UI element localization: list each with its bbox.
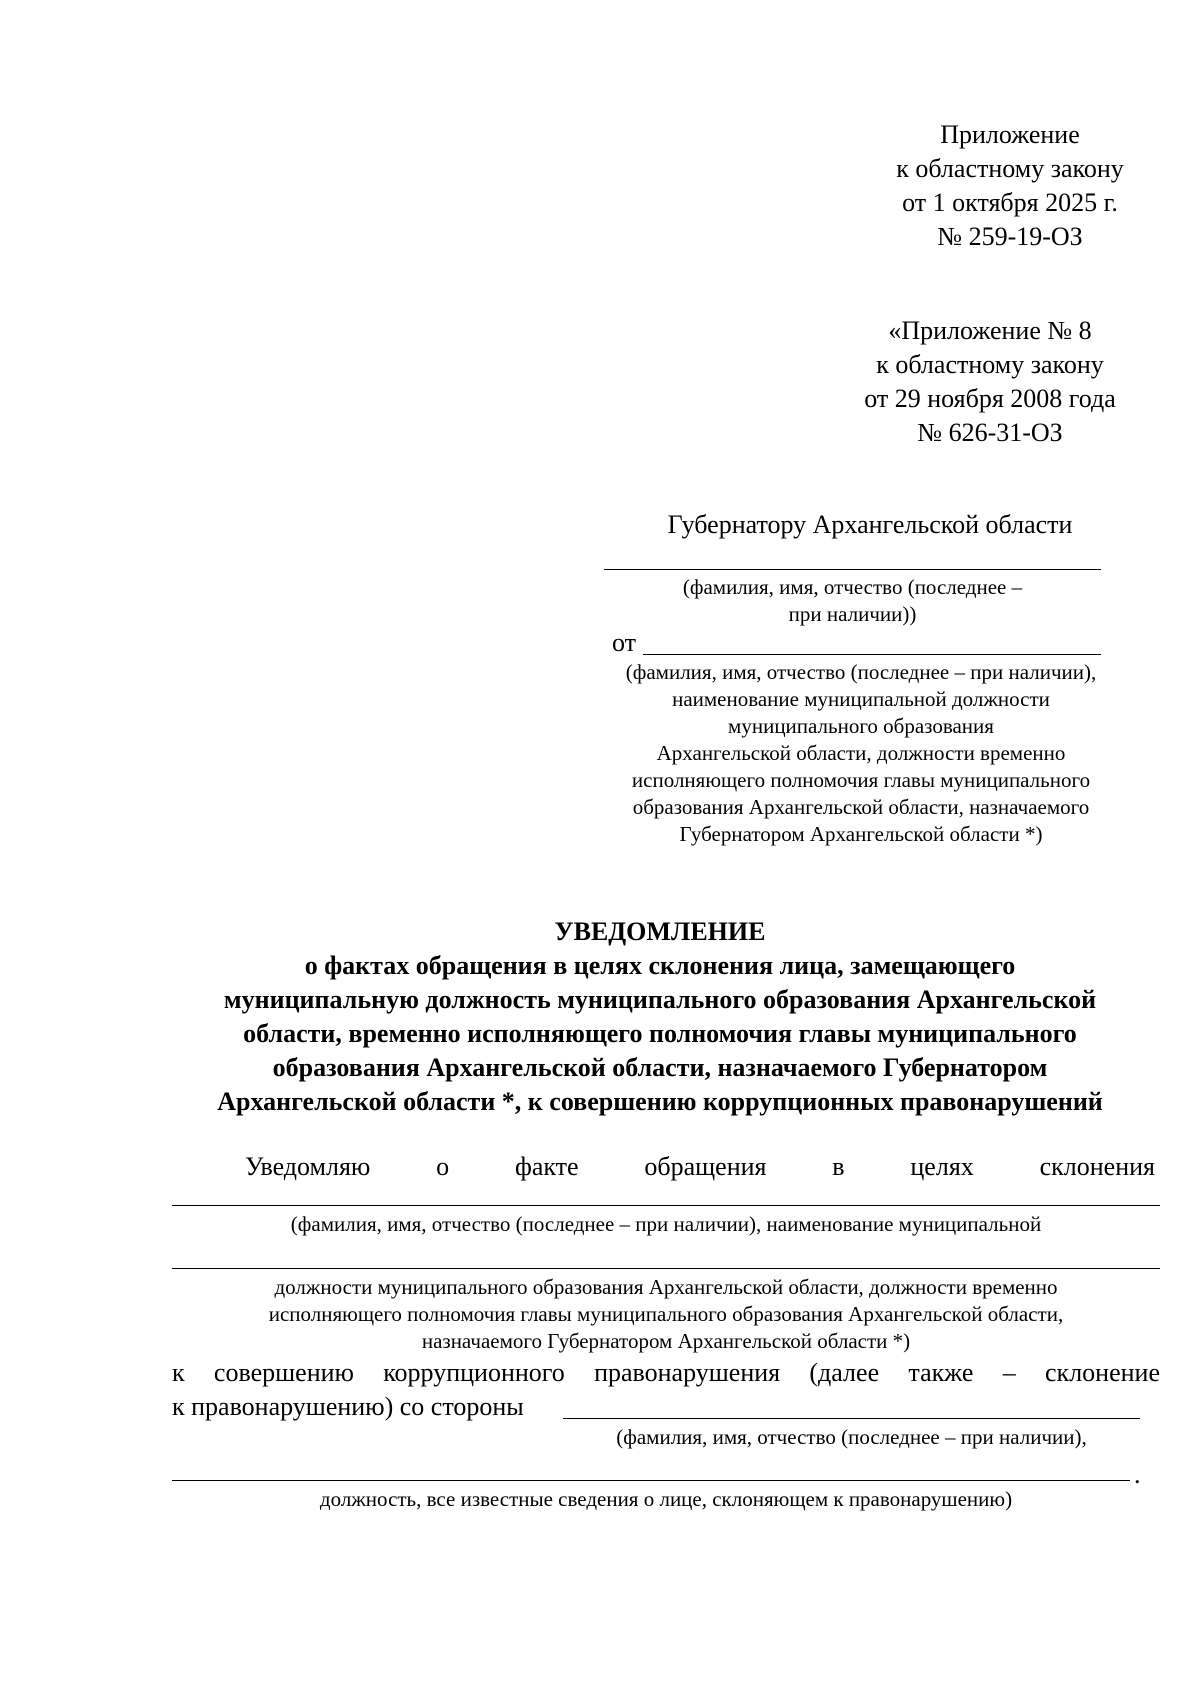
official-name-field[interactable] bbox=[172, 1205, 1160, 1206]
addressee-governor: Губернатору Архангельской области bbox=[667, 510, 1073, 539]
body-paragraph-2: к совершению коррупционного правонарушения (далее также – склонение bbox=[172, 1358, 1160, 1387]
notice-subtitle-line: муниципальную должность муниципального образования Архангельской bbox=[223, 985, 1097, 1014]
hint-line: исполняющего полномочия главы муниципального образования Архангельской области, bbox=[268, 1302, 1064, 1326]
from-label: от bbox=[612, 628, 637, 657]
official-position-hint bbox=[172, 1274, 1160, 1355]
word: о bbox=[436, 1152, 450, 1181]
official-position-field[interactable] bbox=[172, 1268, 1160, 1269]
notice-subtitle-line: о фактах обращения в целях склонения лица, замещающего bbox=[304, 951, 1016, 980]
appendix-title: Приложение bbox=[940, 120, 1080, 149]
governor-name-hint bbox=[604, 574, 1101, 628]
word: Уведомляю bbox=[245, 1152, 371, 1181]
notice-subtitle-line: Архангельской области *, к совершению коррупционных правонарушений bbox=[217, 1087, 1103, 1116]
old-appendix-header bbox=[820, 314, 1160, 450]
hint-line: наименование муниципальной должности bbox=[672, 687, 1050, 711]
word: в bbox=[832, 1152, 845, 1181]
appendix-date: от 1 октября 2025 г. bbox=[902, 188, 1118, 217]
body-paragraph-1 bbox=[245, 1150, 1155, 1184]
word: целях bbox=[910, 1152, 974, 1181]
appendix-law-ref: к областному закону bbox=[896, 154, 1124, 183]
appendix-number: № 259-19-ОЗ bbox=[937, 222, 1083, 251]
official-name-hint: (фамилия, имя, отчество (последнее – при наличии), наименование муниципальной bbox=[290, 1212, 1042, 1236]
word: обращения bbox=[644, 1152, 767, 1181]
notice-heading: УВЕДОМЛЕНИЕ bbox=[554, 917, 766, 946]
sender-hint bbox=[585, 659, 1137, 848]
governor-name-field[interactable] bbox=[604, 569, 1101, 570]
hint-line: должности муниципального образования Архангельской области, должности временно bbox=[274, 1275, 1058, 1299]
inducer-name-field[interactable] bbox=[563, 1418, 1140, 1419]
inducer-details-hint: должность, все известные сведения о лице, склоняющем к правонарушению) bbox=[319, 1487, 1013, 1511]
hint-line: Архангельской области, должности временно bbox=[656, 741, 1066, 765]
sender-name-field[interactable] bbox=[643, 654, 1101, 655]
old-appendix-number: № 626-31-ОЗ bbox=[917, 418, 1063, 447]
old-appendix-law-ref: к областному закону bbox=[876, 350, 1104, 379]
inducer-name-hint: (фамилия, имя, отчество (последнее – при наличии), bbox=[616, 1425, 1087, 1449]
hint-line: Губернатором Архангельской области *) bbox=[679, 822, 1043, 846]
word: склонения bbox=[1039, 1152, 1155, 1181]
inducer-details-field[interactable] bbox=[172, 1480, 1130, 1481]
hint-line: (фамилия, имя, отчество (последнее – при наличии), bbox=[625, 660, 1097, 684]
old-appendix-date: от 29 ноября 2008 года bbox=[864, 384, 1116, 413]
hint-line: при наличии)) bbox=[788, 602, 917, 626]
notice-subtitle-line: образования Архангельской области, назначаемого Губернатором bbox=[272, 1053, 1048, 1082]
notice-subtitle-line: области, временно исполняющего полномочия главы муниципального bbox=[243, 1019, 1077, 1048]
notice-title bbox=[160, 915, 1160, 1119]
appendix-header bbox=[860, 118, 1160, 254]
body-paragraph-3: к правонарушению) со стороны bbox=[172, 1392, 524, 1421]
word: факте bbox=[514, 1152, 579, 1181]
old-appendix-title: «Приложение № 8 bbox=[888, 316, 1092, 345]
hint-line: муниципального образования bbox=[728, 714, 994, 738]
hint-line: назначаемого Губернатором Архангельской области *) bbox=[421, 1329, 911, 1353]
end-period: . bbox=[1134, 1460, 1141, 1489]
hint-line: исполняющего полномочия главы муниципального bbox=[631, 768, 1091, 792]
hint-line: (фамилия, имя, отчество (последнее – bbox=[682, 575, 1023, 599]
hint-line: образования Архангельской области, назначаемого bbox=[632, 795, 1090, 819]
